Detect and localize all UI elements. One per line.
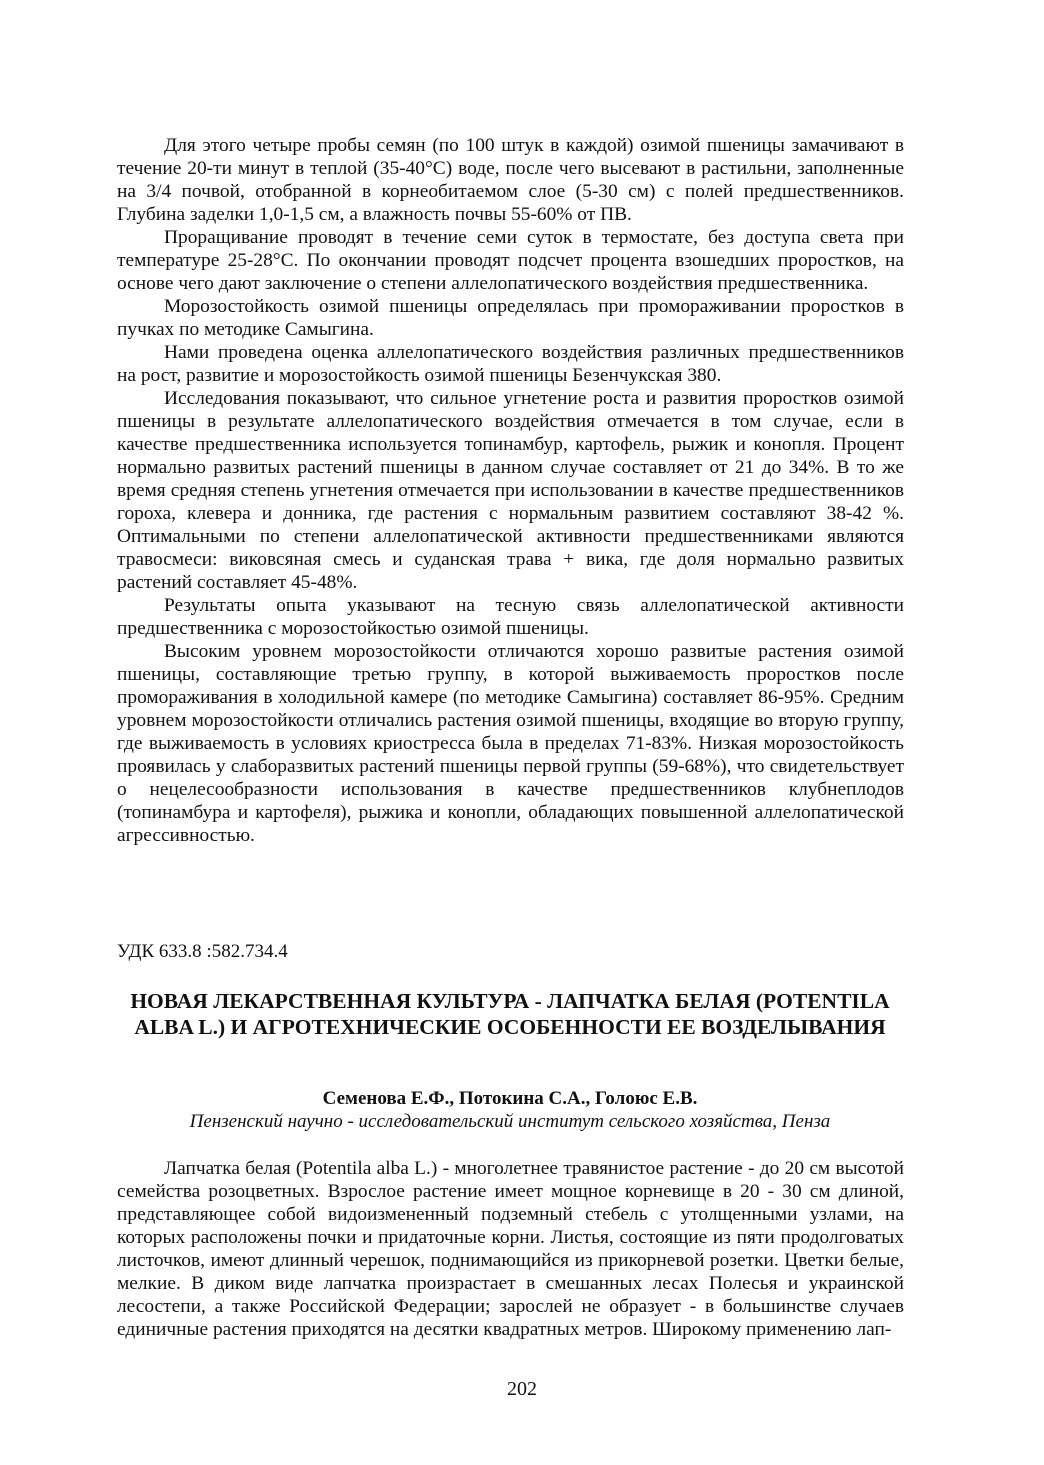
paragraph: Нами проведена оценка аллелопатического воздействия различных предшественников на рост, развитие и морозостойкость озимой пшеницы Безенчукская 380. xyxy=(117,342,904,386)
udc-code: УДК 633.8 :582.734.4 xyxy=(117,941,288,962)
paragraph: Результаты опыта указывают на тесную связь аллелопатической активности предшественника с морозостойкостью озимой пшеницы. xyxy=(117,595,904,639)
article-authors: Семенова Е.Ф., Потокина С.А., Голоюс Е.В. xyxy=(322,1088,698,1109)
paragraph: Морозостойкость озимой пшеницы определялась при промораживании проростков в пучках по методике Самыгина. xyxy=(117,296,904,340)
paragraph: Проращивание проводят в течение семи суток в термостате, без доступа света при температуре 25-28°С. По окончании проводят подсчет процента взошедших проростков, на основе чего дают заключение о степени аллелопатического воздействия предшественника. xyxy=(117,227,904,294)
paragraph: Высоким уровнем морозостойкости отличаются хорошо развитые растения озимой пшеницы, составляющие третью группу, в которой выживаемость проростков после промораживания в холодильной камере (по методике Самыгина) составляет 86-95%. Средним уровнем морозостойкости отличались растения озимой пшеницы, входящие во вторую группу, где выживаемость в условиях криостресса была в пределах 71-83%. Низкая морозостойкость проявилась у слаборазвитых растений пшеницы первой группы (59-68%), что свидетельствует о нецелесообразности использования в качестве предшественников клубнеплодов (топинамбура и картофеля), рыжика и конопли, обладающих повышенной аллелопатической агрессивностью. xyxy=(117,641,904,846)
paragraph: Исследования показывают, что сильное угнетение роста и развития проростков озимой пшеницы в результате аллелопатического воздействия отмечается в том случае, если в качестве предшественника используется топинамбур, картофель, рыжик и конопля. Процент нормально развитых растений пшеницы в данном случае составляет от 21 до 34%. В то же время средняя степень угнетения отмечается при использовании в качестве предшественников гороха, клевера и донника, где растения с нормальным развитием составляют 38-42 %. Оптимальными по степени аллелопатической активности предшественниками являются травосмеси: виковсяная смесь и суданская трава + вика, где доля нормально развитых растений составляет 45-48%. xyxy=(117,388,904,593)
article-body xyxy=(117,1157,904,1341)
continued-text-block xyxy=(117,134,904,847)
article-affiliation: Пензенский научно - исследовательский институт сельского хозяйства, Пенза xyxy=(189,1111,831,1132)
paragraph: Лапчатка белая (Potentila alba L.) - многолетнее травянистое растение - до 20 см высотой семейства розоцветных. Взрослое растение имеет мощное корневище в 20 - 30 см длиной, представляющее собой видоизмененный подземный стебель с утолщенными узлами, на которых расположены почки и придаточные корни. Листья, состоящие из пяти продолговатых листочков, имеют длинный черешок, поднимающийся из прикорневой розетки. Цветки белые, мелкие. В диком виде лапчатка произрастает в смешанных лесах Полесья и украинской лесостепи, а также Российской Федерации; зарослей не образует - в большинстве случаев единичные растения приходятся на десятки квадратных метров. Широкому применению лап- xyxy=(117,1158,904,1340)
page-number: 202 xyxy=(507,1378,537,1400)
article-title: НОВАЯ ЛЕКАРСТВЕННАЯ КУЛЬТУРА - ЛАПЧАТКА БЕЛАЯ (POTENTILA ALBA L.) И АГРОТЕХНИЧЕСКИЕ ОСОБЕННОСТИ ЕЕ ВОЗДЕЛЫВАНИЯ xyxy=(130,989,890,1039)
paragraph: Для этого четыре пробы семян (по 100 штук в каждой) озимой пшеницы замачивают в течение 20-ти минут в теплой (35-40°С) воде, после чего высевают в растильни, заполненные на 3/4 почвой, отобранной в корнеобитаемом слое (5-30 см) с полей предшественников. Глубина заделки 1,0-1,5 см, а влажность почвы 55-60% от ПВ. xyxy=(117,135,904,225)
